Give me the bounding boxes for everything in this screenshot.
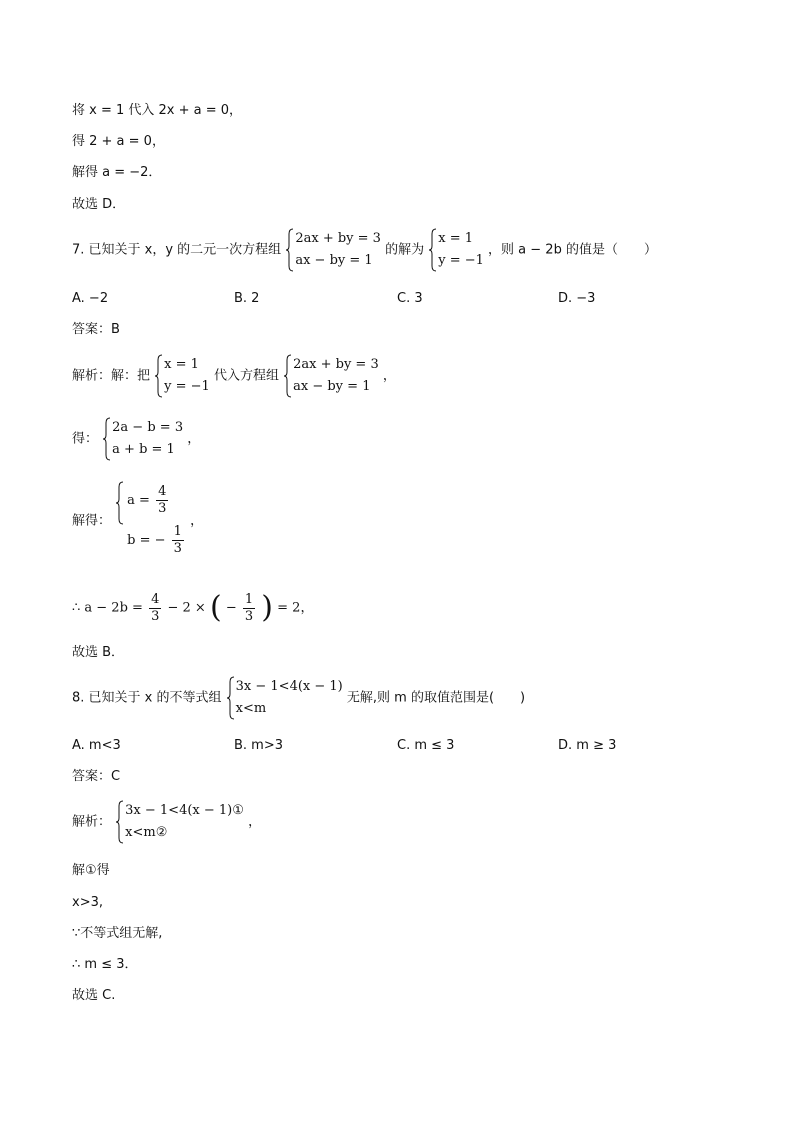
denominator: 3	[173, 541, 182, 556]
question-7-suffix: ，则 a − 2b 的值是（ ）	[488, 242, 657, 258]
solution-system	[428, 228, 484, 272]
fraction-one-third	[243, 592, 255, 625]
q8-therefore: ∴ m ≤ 3．	[72, 957, 138, 972]
numerator: 4	[158, 484, 167, 499]
q7-option-a[interactable]: A. −2	[72, 291, 109, 306]
comma: ，	[248, 814, 262, 830]
row: x<m②	[125, 825, 168, 840]
q7-choose: 故选 B．	[72, 645, 125, 660]
numerator: 1	[244, 591, 254, 607]
row: y = −1	[164, 379, 210, 394]
q7-derived-line	[72, 417, 200, 461]
denominator: 3	[244, 608, 254, 624]
solution-system-row-1: x = 1	[438, 231, 473, 246]
q8-option-d[interactable]: D. m ≥ 3	[558, 738, 617, 753]
left-brace-icon	[115, 800, 124, 844]
fraction-four-thirds	[156, 484, 168, 517]
row: x<m	[235, 701, 267, 716]
left-brace-icon	[115, 481, 124, 525]
numerator: 4	[151, 591, 160, 607]
minus-sign: −	[225, 600, 237, 616]
equation-system-1	[285, 228, 381, 272]
q7-analysis-line	[72, 354, 396, 398]
solution-line-choose: 故选 D．	[72, 197, 126, 212]
row: 3x − 1<4(x − 1)①	[125, 803, 244, 818]
row: 2ax + by = 3	[293, 357, 379, 372]
row: a + b = 1	[112, 442, 175, 457]
q7-analysis-prefix: 解析：解：把	[72, 368, 151, 384]
solution-line-get: 得 2 + a = 0，	[72, 134, 165, 149]
question-8	[72, 676, 525, 720]
denominator: 3	[151, 608, 160, 624]
q7-solved-label: 解得：	[72, 513, 112, 529]
q7-option-c[interactable]: C. 3	[397, 291, 423, 306]
row: 2a − b = 3	[112, 420, 184, 435]
q7-derived-label: 得：	[72, 431, 99, 447]
row: 3x − 1<4(x − 1)	[235, 679, 343, 694]
q7-analysis-mid: 代入方程组	[213, 368, 279, 384]
q7-therefore-line	[72, 588, 313, 629]
left-paren: (	[209, 590, 222, 625]
q7-analysis-equation-system	[283, 354, 379, 398]
question-7-prefix: 7. 已知关于 x，y 的二元一次方程组	[72, 242, 282, 258]
q8-option-c[interactable]: C. m ≤ 3	[397, 738, 455, 753]
comma: ，	[187, 431, 201, 447]
q7-analysis-solution-system	[154, 354, 210, 398]
inequality-system	[226, 676, 343, 720]
left-brace-icon	[285, 228, 294, 272]
q7-option-b[interactable]: B. 2	[234, 291, 260, 306]
q7-option-d[interactable]: D. −3	[558, 291, 596, 306]
question-7-mid: 的解为	[385, 242, 425, 258]
q7-solved-system	[115, 481, 186, 561]
q7-solved-line	[72, 481, 203, 561]
q8-because: ∵不等式组无解,	[72, 926, 163, 941]
left-brace-icon	[283, 354, 292, 398]
q7-solved-a	[127, 481, 186, 521]
left-brace-icon	[102, 417, 111, 461]
b-equals: b = −	[127, 533, 166, 548]
comma: ，	[382, 368, 396, 384]
q7-solved-b	[127, 521, 186, 561]
comma: ，	[190, 513, 204, 529]
fraction-one-third	[172, 524, 184, 557]
system-1-row-2: ax − by = 1	[295, 253, 373, 268]
q8-x-gt-3: x>3,	[72, 895, 103, 910]
left-brace-icon	[154, 354, 163, 398]
numerator: 1	[173, 524, 182, 539]
q8-analysis-prefix: 解析：	[72, 814, 112, 830]
question-7	[72, 228, 657, 272]
q8-analysis-line	[72, 800, 261, 844]
row: x = 1	[164, 357, 199, 372]
therefore-expression: ∴ a − 2b =	[72, 600, 143, 616]
solution-line-solve: 解得 a = −2．	[72, 165, 162, 180]
denominator: 3	[158, 501, 167, 516]
q8-solve-1: 解①得	[72, 863, 110, 878]
fraction-four-thirds	[149, 592, 161, 625]
a-equals: a =	[127, 493, 150, 508]
therefore-result: = 2，	[277, 600, 314, 616]
minus-two-times: − 2 ×	[167, 600, 206, 616]
solution-line-substitute: 将 x = 1 代入 2x + a = 0，	[72, 103, 243, 118]
q8-option-b[interactable]: B. m>3	[234, 738, 284, 753]
left-brace-icon	[428, 228, 437, 272]
q8-answer: 答案：C	[72, 769, 121, 784]
system-1-row-1: 2ax + by = 3	[295, 231, 381, 246]
q8-choose: 故选 C.	[72, 988, 116, 1003]
right-paren: )	[261, 590, 274, 625]
q7-answer: 答案：B	[72, 322, 120, 337]
question-8-prefix: 8. 已知关于 x 的不等式组	[72, 690, 222, 706]
row: ax − by = 1	[293, 379, 371, 394]
left-brace-icon	[226, 676, 235, 720]
q8-analysis-system	[115, 800, 244, 844]
question-8-suffix: 无解,则 m 的取值范围是( )	[346, 690, 526, 706]
q8-option-a[interactable]: A. m<3	[72, 738, 121, 753]
q7-derived-system	[102, 417, 183, 461]
solution-system-row-2: y = −1	[438, 253, 484, 268]
